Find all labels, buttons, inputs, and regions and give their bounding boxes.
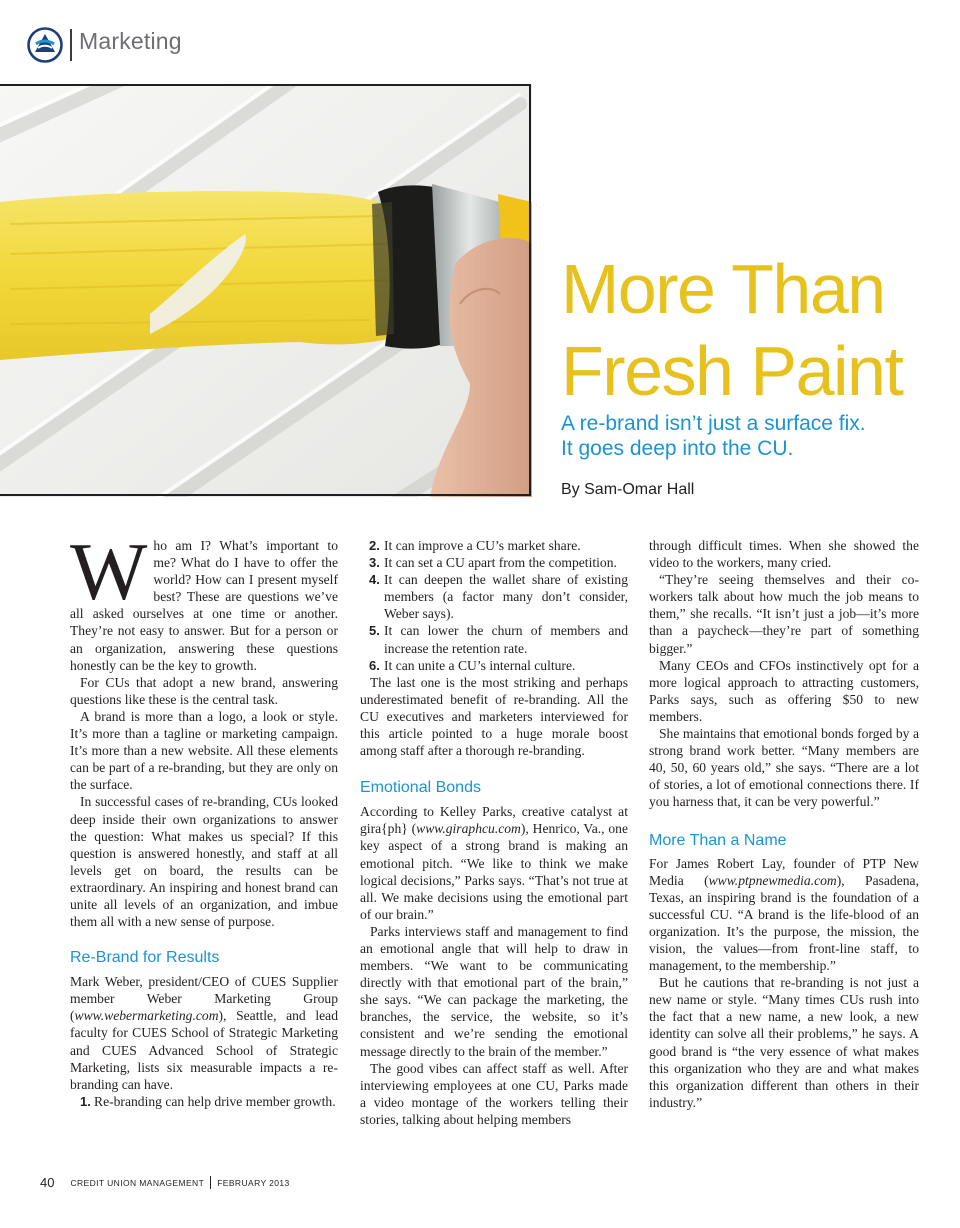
paragraph: She maintains that emotional bonds forged by a strong brand work better. “Many members are 40, 50, 60 years old,” she says. “There are a lot of stories, a lot of emotional connections there. If you harness that, it can be very powerful.” bbox=[649, 726, 919, 810]
body-column-3 bbox=[649, 537, 919, 1111]
paragraph: Mark Weber, president/CEO of CUES Supplier member Weber Marketing Group (www.webermarketing.com), Seattle, and lead faculty for CUES School of Strategic Marketing and CUES Advanced School of Strategic Marketing, lists six measurable impacts a re-branding can have. bbox=[70, 974, 338, 1092]
list-item: 1. Re-branding can help drive member growth. bbox=[80, 1093, 336, 1109]
subtitle-line-2: It goes deep into the CU. bbox=[561, 437, 794, 460]
list-item: 4. It can deepen the wallet share of existing members (a factor many don’t consider, Weber says). bbox=[369, 572, 628, 622]
paragraph: The good vibes can affect staff as well. After interviewing employees at one CU, Parks made a video montage of the workers telling their stories, talking about helping members bbox=[360, 1060, 628, 1127]
list-item: 6. It can unite a CU’s internal culture. bbox=[369, 657, 576, 673]
paragraph: For CUs that adopt a new brand, answering questions like these is the central task. bbox=[70, 674, 338, 707]
paragraph: In successful cases of re-branding, CUs looked deep inside their own organizations to answer the question: What makes us special? If this question is answered honestly, and staff at all levels get on board, the results can be extraordinary. An inspiring and honest brand can unite all levels of an organization, and imbue them all with a new sense of purpose. bbox=[70, 794, 338, 930]
body-column-2 bbox=[360, 537, 628, 1128]
subhead-emotional-bonds: Emotional Bonds bbox=[360, 779, 481, 797]
weber-link[interactable]: www.webermarketing.com bbox=[74, 1008, 219, 1024]
article-subtitle bbox=[561, 411, 866, 461]
page-footer bbox=[40, 1175, 290, 1190]
body-column-1 bbox=[70, 526, 338, 1110]
publication-name: CREDIT UNION MANAGEMENT bbox=[70, 1177, 205, 1188]
ptp-link[interactable]: www.ptpnewmedia.com bbox=[708, 872, 837, 888]
paragraph: A brand is more than a logo, a look or style. It’s more than a tagline or marketing campaign. It’s more than a new website. All these elements can be part of a re-branding, but they are only on the surface. bbox=[70, 708, 338, 793]
page-number: 40 bbox=[40, 1175, 55, 1190]
section-label: Marketing bbox=[79, 28, 182, 54]
paragraph: Parks interviews staff and management to find an emotional angle that will help to draw in members. “We want to be communicating directly with that emotional part of the brain,” she says. “We can package the marketing, the branches, the service, the website, so it’s consistent and we’re sending the emotional message directly to the brain of the member.” bbox=[360, 923, 628, 1059]
list-item: 5. It can lower the churn of members and increase the retention rate. bbox=[369, 623, 628, 656]
drop-cap: W bbox=[70, 526, 148, 617]
byline: By Sam-Omar Hall bbox=[561, 481, 695, 498]
giraph-link[interactable]: www.giraphcu.com bbox=[416, 821, 521, 837]
paragraph: “They’re seeing themselves and their co-workers talk about how much the job means to them,” she recalls. “It isn’t just a job—it’s more than a paycheck—they’re part of something bigger.” bbox=[649, 572, 919, 656]
subtitle-line-1: A re-brand isn’t just a surface fix. bbox=[561, 412, 866, 435]
list-item: 3. It can set a CU apart from the competition. bbox=[369, 555, 617, 571]
intro-paragraph: Who am I? What’s important to me? What do I have to offer the world? How can I present myself best? These are questions we’ve all asked ourselves at one time or another. They’re not easy to answer. But for a person or an organization, answering these questions honestly can be the key to growth. bbox=[70, 526, 338, 673]
subhead-more-than-a-name: More Than a Name bbox=[649, 831, 787, 849]
title-line-1: More Than bbox=[561, 250, 885, 328]
subhead-rebrand: Re-Brand for Results bbox=[70, 949, 220, 967]
paragraph: According to Kelley Parks, creative catalyst at gira{ph} (www.giraphcu.com), Henrico, Va., one key aspect of a strong brand is making an emotional pitch. “We like to think we make logical decisions,” Parks says. “That’s not true at all. We make decisions using the emotional part of our brain.” bbox=[360, 804, 628, 922]
header-divider bbox=[70, 29, 72, 61]
impact-list-start bbox=[70, 1093, 338, 1110]
cues-logo-icon bbox=[27, 27, 63, 63]
list-item: 2. It can improve a CU’s market share. bbox=[369, 538, 581, 553]
paragraph: Many CEOs and CFOs instinctively opt for a more logical approach to attracting customers, Parks says, such as offering $50 to new members. bbox=[649, 657, 919, 724]
paragraph: The last one is the most striking and perhaps underestimated benefit of re-branding. All the CU executives and marketers interviewed for this article pointed to a huge morale boost among staff after a thorough re-branding. bbox=[360, 674, 628, 759]
impact-list bbox=[360, 537, 628, 674]
paragraph: But he cautions that re-branding is not just a new name or style. “Many times CUs rush into the fact that a new name, a new look, a new identity can solve all their problems,” he says. A good brand is “the very essence of what makes this organization who they are and what makes this organization different than others in their industry.” bbox=[649, 975, 919, 1110]
paragraph: through difficult times. When she showed the video to the workers, many cried. bbox=[649, 538, 919, 571]
footer-divider bbox=[210, 1176, 211, 1189]
paragraph: For James Robert Lay, founder of PTP New Media (www.ptpnewmedia.com), Pasadena, Texas, an inspiring brand is the foundation of a successful CU. “A brand is the life-blood of an organization. It’s the purpose, the mission, the vision, the values—from front-line staff, to management, to the membership.” bbox=[649, 855, 919, 974]
hero-photo bbox=[0, 84, 532, 497]
issue-date: FEBRUARY 2013 bbox=[217, 1177, 290, 1188]
article-title bbox=[561, 248, 902, 412]
title-line-2: Fresh Paint bbox=[561, 332, 903, 410]
